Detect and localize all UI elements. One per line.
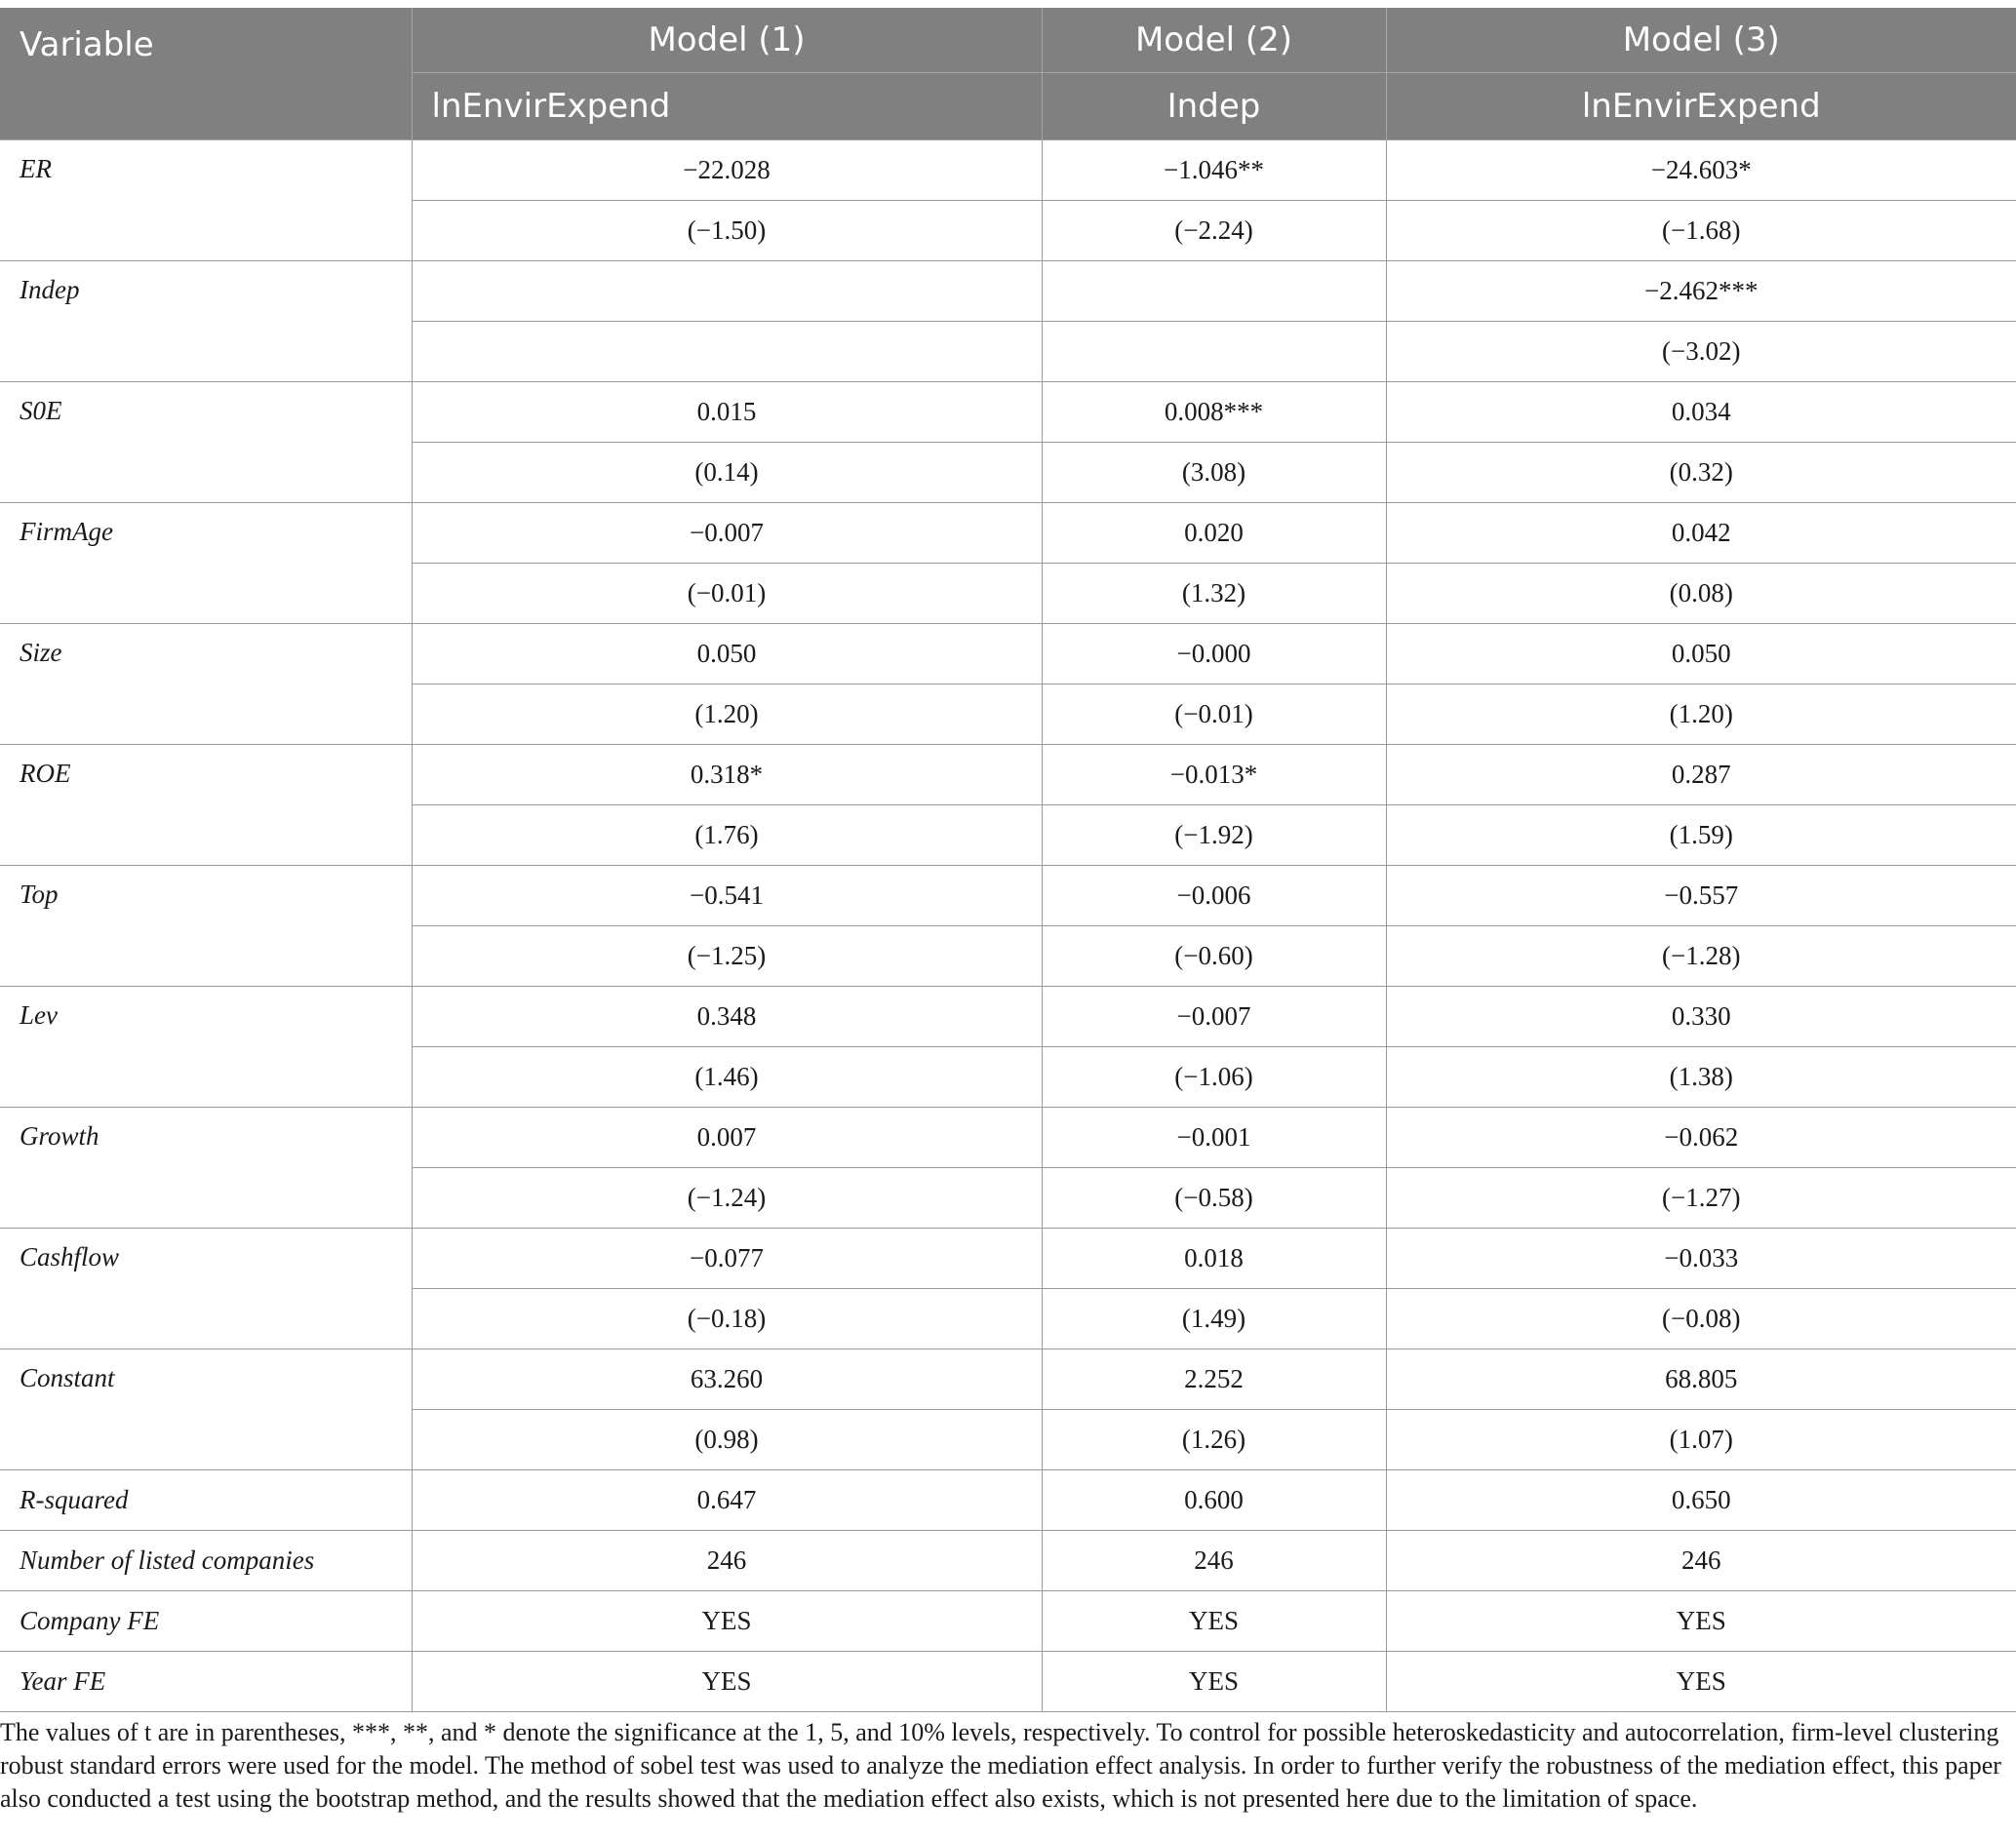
coefficient-cell: −1.046** bbox=[1042, 140, 1386, 201]
coefficient-cell: −0.001 bbox=[1042, 1108, 1386, 1168]
variable-name-cell: Cashflow bbox=[0, 1229, 412, 1349]
stat-value-cell: 246 bbox=[1386, 1531, 2016, 1591]
coefficient-cell: 0.034 bbox=[1386, 382, 2016, 443]
t-statistic-cell: (0.14) bbox=[412, 443, 1042, 503]
variable-name-cell: S0E bbox=[0, 382, 412, 503]
t-statistic-cell: (−1.27) bbox=[1386, 1168, 2016, 1229]
header-variable: Variable bbox=[0, 8, 412, 140]
t-statistic-cell: (−1.25) bbox=[412, 926, 1042, 987]
t-statistic-cell: (3.08) bbox=[1042, 443, 1386, 503]
coefficient-cell: −0.077 bbox=[412, 1229, 1042, 1289]
header-model-2: Model (2) bbox=[1042, 8, 1386, 73]
coefficient-cell: −0.013* bbox=[1042, 745, 1386, 805]
t-statistic-cell: (1.07) bbox=[1386, 1410, 2016, 1470]
stat-name-cell: Number of listed companies bbox=[0, 1531, 412, 1591]
table-row-coef bbox=[0, 624, 2016, 684]
table-row-coef bbox=[0, 1349, 2016, 1410]
coefficient-cell: −0.062 bbox=[1386, 1108, 2016, 1168]
stat-value-cell: YES bbox=[1042, 1591, 1386, 1652]
coefficient-cell: 0.050 bbox=[412, 624, 1042, 684]
t-statistic-cell: (1.26) bbox=[1042, 1410, 1386, 1470]
stat-value-cell: 0.647 bbox=[412, 1470, 1042, 1531]
table-row-stat bbox=[0, 1531, 2016, 1591]
t-statistic-cell bbox=[1042, 322, 1386, 382]
variable-name-cell: ROE bbox=[0, 745, 412, 866]
t-statistic-cell: (0.32) bbox=[1386, 443, 2016, 503]
t-statistic-cell: (−0.01) bbox=[1042, 684, 1386, 745]
t-statistic-cell: (1.32) bbox=[1042, 564, 1386, 624]
coefficient-cell: −24.603* bbox=[1386, 140, 2016, 201]
t-statistic-cell: (−1.06) bbox=[1042, 1047, 1386, 1108]
t-statistic-cell: (−0.08) bbox=[1386, 1289, 2016, 1349]
regression-table-container bbox=[0, 8, 2016, 1712]
variable-name-cell: Top bbox=[0, 866, 412, 987]
table-row-coef bbox=[0, 866, 2016, 926]
t-statistic-cell: (1.76) bbox=[412, 805, 1042, 866]
coefficient-cell: 63.260 bbox=[412, 1349, 1042, 1410]
coefficient-cell: 0.020 bbox=[1042, 503, 1386, 564]
variable-name-cell: Lev bbox=[0, 987, 412, 1108]
t-statistic-cell: (1.38) bbox=[1386, 1047, 2016, 1108]
t-statistic-cell: (−1.92) bbox=[1042, 805, 1386, 866]
coefficient-cell: 0.015 bbox=[412, 382, 1042, 443]
coefficient-cell: −0.007 bbox=[412, 503, 1042, 564]
coefficient-cell: −0.541 bbox=[412, 866, 1042, 926]
variable-name-cell: Growth bbox=[0, 1108, 412, 1229]
coefficient-cell: −0.000 bbox=[1042, 624, 1386, 684]
variable-name-cell: Indep bbox=[0, 261, 412, 382]
table-row-coef bbox=[0, 987, 2016, 1047]
stat-value-cell: YES bbox=[412, 1652, 1042, 1712]
coefficient-cell: −0.033 bbox=[1386, 1229, 2016, 1289]
coefficient-cell: 2.252 bbox=[1042, 1349, 1386, 1410]
t-statistic-cell: (0.98) bbox=[412, 1410, 1042, 1470]
table-body bbox=[0, 140, 2016, 1712]
table-footnote: The values of t are in parentheses, ***, **, and * denote the significance at the 1, 5, and 10% levels, respectively. To control for possible heteroskedasticity and autocorrelation, firm-level clustering robust standard errors were used for the model. The method of sobel test was used to analyze the mediation effect analysis. In order to further verify the robustness of the mediation effect, this paper also conducted a test using the bootstrap method, and the results showed that the mediation effect also exists, which is not presented here due to the limitation of space. bbox=[0, 1718, 2001, 1813]
stat-value-cell: YES bbox=[1386, 1652, 2016, 1712]
t-statistic-cell: (−0.01) bbox=[412, 564, 1042, 624]
t-statistic-cell: (−0.60) bbox=[1042, 926, 1386, 987]
t-statistic-cell: (−3.02) bbox=[1386, 322, 2016, 382]
variable-name-cell: Size bbox=[0, 624, 412, 745]
table-row-coef bbox=[0, 382, 2016, 443]
t-statistic-cell: (−1.50) bbox=[412, 201, 1042, 261]
coefficient-cell: 0.318* bbox=[412, 745, 1042, 805]
stat-name-cell: Company FE bbox=[0, 1591, 412, 1652]
header-row-models bbox=[0, 8, 2016, 73]
coefficient-cell: −0.006 bbox=[1042, 866, 1386, 926]
t-statistic-cell: (−1.24) bbox=[412, 1168, 1042, 1229]
t-statistic-cell: (−1.28) bbox=[1386, 926, 2016, 987]
coefficient-cell: 0.042 bbox=[1386, 503, 2016, 564]
variable-name-cell: Constant bbox=[0, 1349, 412, 1470]
table-row-stat bbox=[0, 1652, 2016, 1712]
t-statistic-cell: (1.20) bbox=[1386, 684, 2016, 745]
coefficient-cell: 68.805 bbox=[1386, 1349, 2016, 1410]
regression-table bbox=[0, 8, 2016, 1712]
coefficient-cell: 0.348 bbox=[412, 987, 1042, 1047]
stat-value-cell: 0.650 bbox=[1386, 1470, 2016, 1531]
table-row-coef bbox=[0, 503, 2016, 564]
stat-value-cell: 0.600 bbox=[1042, 1470, 1386, 1531]
coefficient-cell bbox=[1042, 261, 1386, 322]
table-row-coef bbox=[0, 1108, 2016, 1168]
stat-value-cell: 246 bbox=[412, 1531, 1042, 1591]
stat-value-cell: YES bbox=[412, 1591, 1042, 1652]
stat-value-cell: YES bbox=[1386, 1591, 2016, 1652]
coefficient-cell: −0.557 bbox=[1386, 866, 2016, 926]
table-row-stat bbox=[0, 1470, 2016, 1531]
coefficient-cell: −2.462*** bbox=[1386, 261, 2016, 322]
t-statistic-cell: (1.49) bbox=[1042, 1289, 1386, 1349]
table-row-coef bbox=[0, 261, 2016, 322]
variable-name-cell: FirmAge bbox=[0, 503, 412, 624]
coefficient-cell: 0.018 bbox=[1042, 1229, 1386, 1289]
header-dependent-3: lnEnvirExpend bbox=[1386, 73, 2016, 140]
coefficient-cell: 0.330 bbox=[1386, 987, 2016, 1047]
stat-value-cell: YES bbox=[1042, 1652, 1386, 1712]
t-statistic-cell: (1.20) bbox=[412, 684, 1042, 745]
table-row-coef bbox=[0, 745, 2016, 805]
coefficient-cell: 0.008*** bbox=[1042, 382, 1386, 443]
table-row-coef bbox=[0, 1229, 2016, 1289]
header-model-1: Model (1) bbox=[412, 8, 1042, 73]
t-statistic-cell: (−2.24) bbox=[1042, 201, 1386, 261]
t-statistic-cell: (1.59) bbox=[1386, 805, 2016, 866]
header-model-3: Model (3) bbox=[1386, 8, 2016, 73]
stat-name-cell: R-squared bbox=[0, 1470, 412, 1531]
stat-value-cell: 246 bbox=[1042, 1531, 1386, 1591]
t-statistic-cell: (−1.68) bbox=[1386, 201, 2016, 261]
variable-name-cell: ER bbox=[0, 140, 412, 261]
coefficient-cell: 0.007 bbox=[412, 1108, 1042, 1168]
coefficient-cell bbox=[412, 261, 1042, 322]
coefficient-cell: 0.287 bbox=[1386, 745, 2016, 805]
coefficient-cell: −0.007 bbox=[1042, 987, 1386, 1047]
header-dependent-1: lnEnvirExpend bbox=[412, 73, 1042, 140]
coefficient-cell: 0.050 bbox=[1386, 624, 2016, 684]
coefficient-cell: −22.028 bbox=[412, 140, 1042, 201]
table-header bbox=[0, 8, 2016, 140]
t-statistic-cell: (−0.58) bbox=[1042, 1168, 1386, 1229]
table-row-coef bbox=[0, 140, 2016, 201]
header-dependent-2: Indep bbox=[1042, 73, 1386, 140]
t-statistic-cell bbox=[412, 322, 1042, 382]
t-statistic-cell: (0.08) bbox=[1386, 564, 2016, 624]
stat-name-cell: Year FE bbox=[0, 1652, 412, 1712]
table-row-stat bbox=[0, 1591, 2016, 1652]
t-statistic-cell: (−0.18) bbox=[412, 1289, 1042, 1349]
t-statistic-cell: (1.46) bbox=[412, 1047, 1042, 1108]
